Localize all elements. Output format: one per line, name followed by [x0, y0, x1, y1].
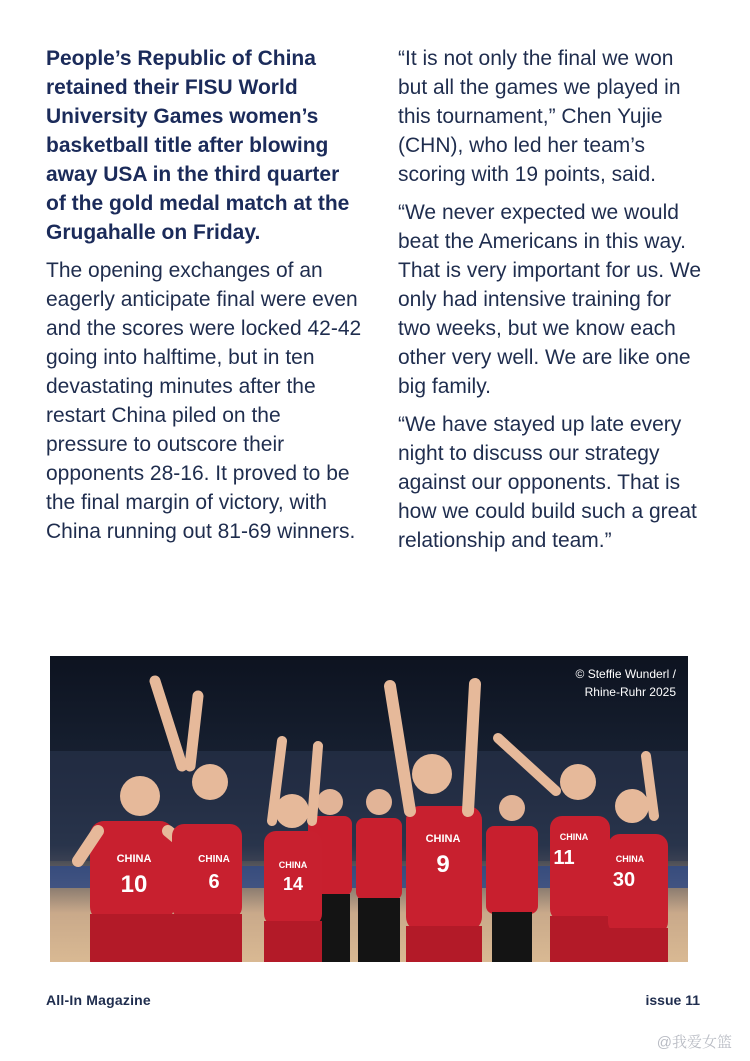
left-column — [46, 44, 362, 555]
jersey-number-9: 9 — [436, 851, 450, 878]
article-lead: People’s Republic of China retained their FISU World University Games women’s basketball title after blowing away USA in the third quarter of the gold medal match at the Grugahalle on Friday. — [46, 47, 350, 244]
jersey-team-name: CHINA — [198, 854, 230, 865]
jersey-number-11: 11 — [553, 847, 575, 869]
issue-number: issue 11 — [645, 992, 700, 1008]
photo-illustration — [50, 656, 688, 962]
photo-credit-line-2: Rhine-Ruhr 2025 — [584, 685, 676, 699]
jersey-team-name: CHINA — [116, 853, 152, 865]
photo-credit — [576, 665, 676, 701]
jersey-team-name: CHINA — [615, 854, 645, 864]
jersey-team-name: CHINA — [425, 833, 461, 845]
magazine-name: All-In Magazine — [46, 992, 151, 1008]
jersey-number-14: 14 — [282, 874, 304, 894]
quote-paragraph-3: “We have stayed up late every night to discuss our strategy against our opponents. That is how we could build such a great relationship and team.” — [398, 413, 697, 552]
quote-paragraph-1: “It is not only the final we won but all the games we played in this tournament,” Chen Yujie (CHN), who led her team’s scoring with 19 points, said. — [398, 47, 681, 186]
jersey-team-name: CHINA — [559, 832, 589, 842]
weibo-watermark: @我爱女篮 — [656, 1034, 732, 1051]
quote-paragraph-2: “We never expected we would beat the Americans in this way. That is very important for us. We only had intensive training for two weeks, but we know each other very well. We are like one big family. — [398, 201, 702, 398]
right-column — [398, 44, 708, 564]
jersey-number-30: 30 — [612, 869, 636, 891]
team-celebration-photo — [50, 656, 688, 962]
article-paragraph: The opening exchanges of an eagerly anticipate final were even and the scores were locked 42-42 going into halftime, but in ten devastating minutes after the restart China piled on the pressure to outscore their opponents 28-16. It proved to be the final margin of victory, with China running out 81-69 winners. — [46, 259, 362, 543]
jersey-number-6: 6 — [208, 871, 220, 893]
jersey-number-10: 10 — [120, 871, 148, 898]
photo-credit-line-1: © Steffie Wunderl / — [575, 667, 676, 681]
jersey-team-name: CHINA — [278, 860, 308, 870]
